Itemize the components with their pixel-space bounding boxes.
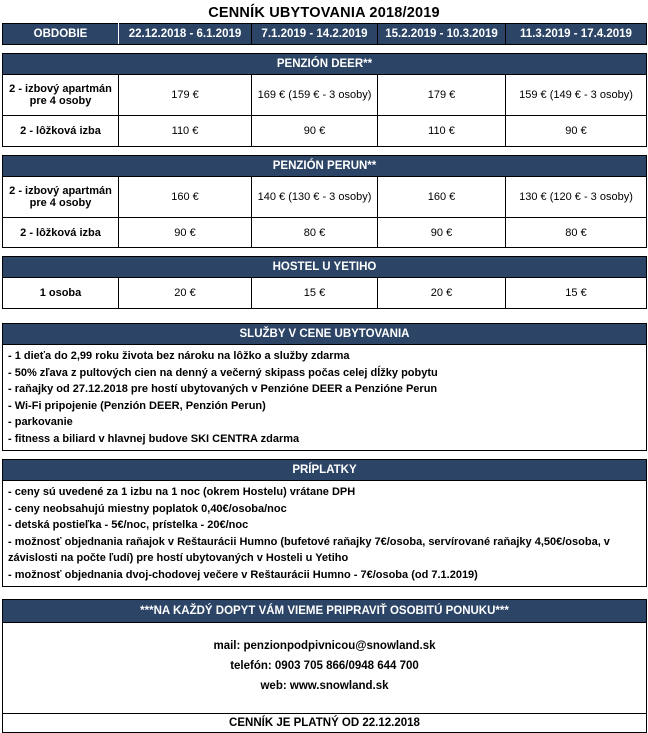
price-cell: 90 €: [506, 116, 647, 147]
table-row: [3, 75, 647, 116]
table-row: [3, 218, 647, 248]
list-item: - raňajky od 27.12.2018 pre hostí ubytovaných v Penzióne DEER a Penzióne Perun: [8, 383, 438, 395]
list-item: - možnosť objednania dvoj-chodovej večere v Reštaurácii Humno - 7€/osoba (od 7.1.2019): [8, 568, 478, 581]
contact-web: web: www.snowland.sk: [260, 680, 389, 692]
price-cell: 80 €: [506, 218, 647, 248]
price-cell: 20 €: [378, 278, 506, 309]
validity-text: CENNÍK JE PLATNÝ OD 22.12.2018: [3, 714, 647, 733]
list-item: - fitness a biliard v hlavnej budove SKI CENTRA zdarma: [8, 432, 300, 445]
section-title: PENZIÓN PERUN**: [3, 156, 647, 177]
period-1: 22.12.2018 - 6.1.2019: [119, 24, 252, 45]
price-cell: 90 €: [378, 218, 506, 248]
section-title: SLUŽBY V CENE UBYTOVANIA: [3, 324, 647, 345]
price-cell: 15 €: [506, 278, 647, 309]
table-row: [3, 278, 647, 309]
contact-phone: telefón: 0903 705 866/0948 644 700: [230, 660, 419, 672]
spacer: [3, 248, 647, 257]
price-cell: 179 €: [119, 75, 252, 116]
price-cell: 130 € (120 € - 3 osoby): [506, 177, 647, 218]
price-cell: 160 €: [378, 177, 506, 218]
section-heading-extras: [3, 460, 647, 481]
list-item: - ceny sú uvedené za 1 izbu na 1 noc (okrem Hostelu) vrátane DPH: [8, 486, 356, 498]
section-heading-perun: [3, 156, 647, 177]
price-cell: 140 € (130 € - 3 osoby): [252, 177, 378, 218]
price-cell: 179 €: [378, 75, 506, 116]
section-title: HOSTEL U YETIHO: [3, 257, 647, 278]
list-item: - parkovanie: [8, 416, 73, 428]
contact-block: [3, 623, 647, 714]
spacer: [3, 45, 647, 54]
list-item: - ceny neobsahujú miestny poplatok 0,40€/osoba/noc: [8, 502, 287, 515]
services-list: [3, 348, 647, 451]
period-label: OBDOBIE: [3, 24, 119, 45]
room-label: 2 - izbový apartmán pre 4 osoby: [3, 75, 119, 116]
list-item: - 50% zľava z pultových cien na denný a večerný skipass počas celej dĺžky pobytu: [8, 366, 438, 379]
offer-banner: [3, 600, 647, 623]
section-heading-hostel: [3, 257, 647, 278]
list-item: - Wi-Fi pripojenie (Penzión DEER, Penzión Perun): [8, 399, 266, 412]
price-cell: 110 €: [119, 116, 252, 147]
price-table: [2, 23, 647, 733]
price-cell: 110 €: [378, 116, 506, 147]
section-title: PENZIÓN DEER**: [3, 54, 647, 75]
offer-text: ***NA KAŽDÝ DOPYT VÁM VIEME PRIPRAVIŤ OSOBITÚ PONUKU***: [3, 600, 647, 623]
room-label: 1 osoba: [3, 278, 119, 309]
page-title: CENNÍK UBYTOVANIA 2018/2019: [208, 5, 440, 21]
room-label: 2 - lôžková izba: [3, 116, 119, 147]
price-list-page: [2, 0, 646, 733]
validity-row: [3, 714, 647, 733]
price-cell: 20 €: [119, 278, 252, 309]
section-title: PRÍPLATKY: [3, 460, 647, 481]
price-cell: 169 € (159 € - 3 osoby): [252, 75, 378, 116]
price-cell: 90 €: [119, 218, 252, 248]
list-item: - možnosť objednania raňajok v Reštaurácii Humno (bufetové raňajky 7€/osoba, servírované raňajky 4,50€/osoba, v závislosti na počte ľudí) pre hostí ubytovaných v Hosteli u Yetiho: [8, 535, 610, 564]
section-heading-deer: [3, 54, 647, 75]
spacer: [3, 451, 647, 460]
period-2: 7.1.2019 - 14.2.2019: [252, 24, 378, 45]
price-cell: 159 € (149 € - 3 osoby): [506, 75, 647, 116]
list-item: - detská postieľka - 5€/noc, prístelka - 20€/noc: [8, 519, 249, 531]
price-cell: 90 €: [252, 116, 378, 147]
period-3: 15.2.2019 - 10.3.2019: [378, 24, 506, 45]
room-label: 2 - izbový apartmán pre 4 osoby: [3, 177, 119, 218]
spacer: [3, 587, 647, 600]
spacer: [3, 309, 647, 324]
price-cell: 160 €: [119, 177, 252, 218]
contact-email: mail: penzionpodpivnicou@snowland.sk: [213, 640, 436, 652]
room-label: 2 - lôžková izba: [3, 218, 119, 248]
section-heading-services: [3, 324, 647, 345]
price-cell: 80 €: [252, 218, 378, 248]
table-row: [3, 116, 647, 147]
list-item: - 1 dieťa do 2,99 roku života bez nároku na lôžko a služby zdarma: [8, 350, 350, 362]
price-cell: 15 €: [252, 278, 378, 309]
extras-list: [3, 484, 647, 587]
table-row: [3, 177, 647, 218]
period-4: 11.3.2019 - 17.4.2019: [506, 24, 647, 45]
spacer: [3, 147, 647, 156]
period-header-row: [3, 24, 647, 45]
